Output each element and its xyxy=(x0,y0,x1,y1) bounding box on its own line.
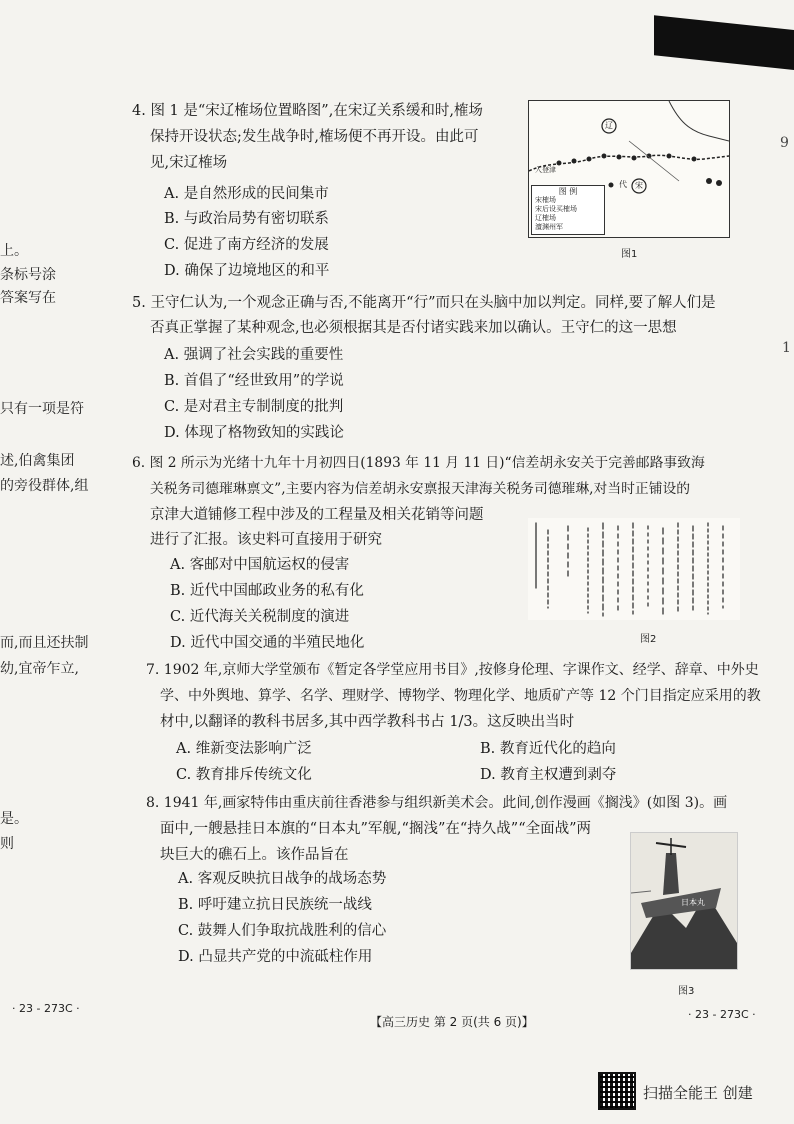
option-a: A. 维新变法影响广泛 xyxy=(176,741,312,757)
left-fragment: 则 xyxy=(0,836,14,852)
question-text: 7. 1902 年,京师大学堂颁布《暂定各学堂应用书目》,按修身伦理、字课作文、经学、辞章、中外史 xyxy=(146,662,759,678)
qr-code-icon xyxy=(598,1072,636,1110)
figure-1-map xyxy=(528,100,730,238)
legend-title: 图 例 xyxy=(558,187,578,196)
footer-code-left: · 23 - 273C · xyxy=(12,1002,80,1015)
question-text: 见,宋辽榷场 xyxy=(150,155,228,171)
legend-item: 宋后设买榷场 xyxy=(535,205,577,213)
left-fragment: 上。 xyxy=(0,243,28,259)
left-fragment: 的旁役群体,组 xyxy=(0,478,89,494)
option-b: B. 呼吁建立抗日民族统一战线 xyxy=(178,897,372,913)
left-fragment: 只有一项是符 xyxy=(0,401,84,417)
figure-1-caption: 图1 xyxy=(621,249,638,260)
question-text: 8. 1941 年,画家特伟由重庆前往香港参与组织新美术会。此间,创作漫画《搁浅》(如图 3)。画 xyxy=(146,795,728,811)
figure-2-caption: 图2 xyxy=(640,634,657,645)
option-b: B. 与政治局势有密切联系 xyxy=(164,211,329,227)
map-label: 宋 xyxy=(635,181,643,190)
option-c: C. 鼓舞人们争取抗战胜利的信心 xyxy=(178,923,387,939)
legend-item: 澶渊州军 xyxy=(535,223,563,231)
question-text: 关税务司德璀琳禀文”,主要内容为信差胡永安禀报天津海关税务司德璀琳,对当时正铺设的 xyxy=(150,481,691,497)
question-text: 学、中外舆地、算学、名学、理财学、博物学、物理化学、地质矿产等 12 个门目指定应采用的教 xyxy=(160,688,761,704)
left-fragment: 条标号涂 xyxy=(0,267,56,283)
question-text: 面中,一艘悬挂日本旗的“日本丸”军舰,“搁浅”在“持久战”“全面战”两 xyxy=(160,821,592,837)
option-a: A. 是自然形成的民间集市 xyxy=(164,186,329,202)
question-text: 6. 图 2 所示为光绪十九年十月初四日(1893 年 11 月 11 日)“信差胡永安关于完善邮路事致海 xyxy=(132,455,705,471)
legend-item: 辽榷场 xyxy=(535,214,556,222)
option-b: B. 首倡了“经世致用”的学说 xyxy=(164,373,344,389)
option-c: C. 近代海关关税制度的演进 xyxy=(170,609,350,625)
option-c: C. 促进了南方经济的发展 xyxy=(164,237,329,253)
question-text: 保持开设状态;发生战争时,榷场便不再开设。由此可 xyxy=(150,129,479,145)
figure-3-cartoon xyxy=(630,832,738,970)
footer-code-right: · 23 - 273C · xyxy=(688,1008,756,1021)
left-fragment: 是。 xyxy=(0,811,28,827)
left-fragment: 而,而且还扶制 xyxy=(0,635,89,651)
question-text: 4. 图 1 是“宋辽榷场位置略图”,在宋辽关系缓和时,榷场 xyxy=(132,103,483,119)
option-c: C. 是对君主专制制度的批判 xyxy=(164,399,344,415)
option-d: D. 确保了边境地区的和平 xyxy=(164,263,330,279)
option-a: A. 客观反映抗日战争的战场态势 xyxy=(178,871,387,887)
figure-3-caption: 图3 xyxy=(678,986,695,997)
option-d: D. 近代中国交通的半殖民地化 xyxy=(170,635,365,651)
footer-page-label: 【高三历史 第 2 页(共 6 页)】 xyxy=(370,1015,534,1029)
handwritten-document-svg xyxy=(528,518,740,620)
option-d: D. 体现了格物致知的实践论 xyxy=(164,425,344,441)
question-text: 京津大道铺修工程中涉及的工程量及相关花销等问题 xyxy=(150,507,484,523)
scanner-watermark: 扫描全能王 创建 xyxy=(643,1084,753,1102)
ship-label: 日本丸 xyxy=(681,898,705,907)
option-a: A. 强调了社会实践的重要性 xyxy=(164,347,344,363)
scan-corner-shadow xyxy=(654,15,794,70)
legend-item: 宋榷场 xyxy=(535,196,556,204)
question-text: 进行了汇报。该史料可直接用于研究 xyxy=(150,532,382,548)
option-b: B. 近代中国邮政业务的私有化 xyxy=(170,583,364,599)
map-label: 入登津 xyxy=(535,166,556,174)
right-fragment: 9 xyxy=(780,135,789,151)
option-d: D. 凸显共产党的中流砥柱作用 xyxy=(178,949,373,965)
map-legend xyxy=(531,185,605,235)
option-c: C. 教育排斥传统文化 xyxy=(176,767,312,783)
question-text: 材中,以翻译的教科书居多,其中西学教科书占 1/3。这反映出当时 xyxy=(160,714,575,730)
question-text: 块巨大的礁石上。该作品旨在 xyxy=(160,847,349,863)
left-fragment: 幼,宜帝乍立, xyxy=(0,661,79,677)
left-fragment: 述,伯禽集团 xyxy=(0,453,75,469)
option-b: B. 教育近代化的趋向 xyxy=(480,741,616,757)
right-fragment: 1 xyxy=(782,340,791,356)
map-label: 代 xyxy=(619,180,627,189)
question-text: 5. 王守仁认为,一个观念正确与否,不能离开“行”而只在头脑中加以判定。同样,要了解人们是 xyxy=(132,295,716,311)
figure-2-document xyxy=(528,518,740,620)
map-label: 辽 xyxy=(605,121,613,130)
left-fragment: 答案写在 xyxy=(0,290,56,306)
option-d: D. 教育主权遭到剥夺 xyxy=(480,767,617,783)
option-a: A. 客邮对中国航运权的侵害 xyxy=(170,557,350,573)
question-text: 否真正掌握了某种观念,也必须根据其是否付诸实践来加以确认。王守仁的这一思想 xyxy=(150,320,677,336)
